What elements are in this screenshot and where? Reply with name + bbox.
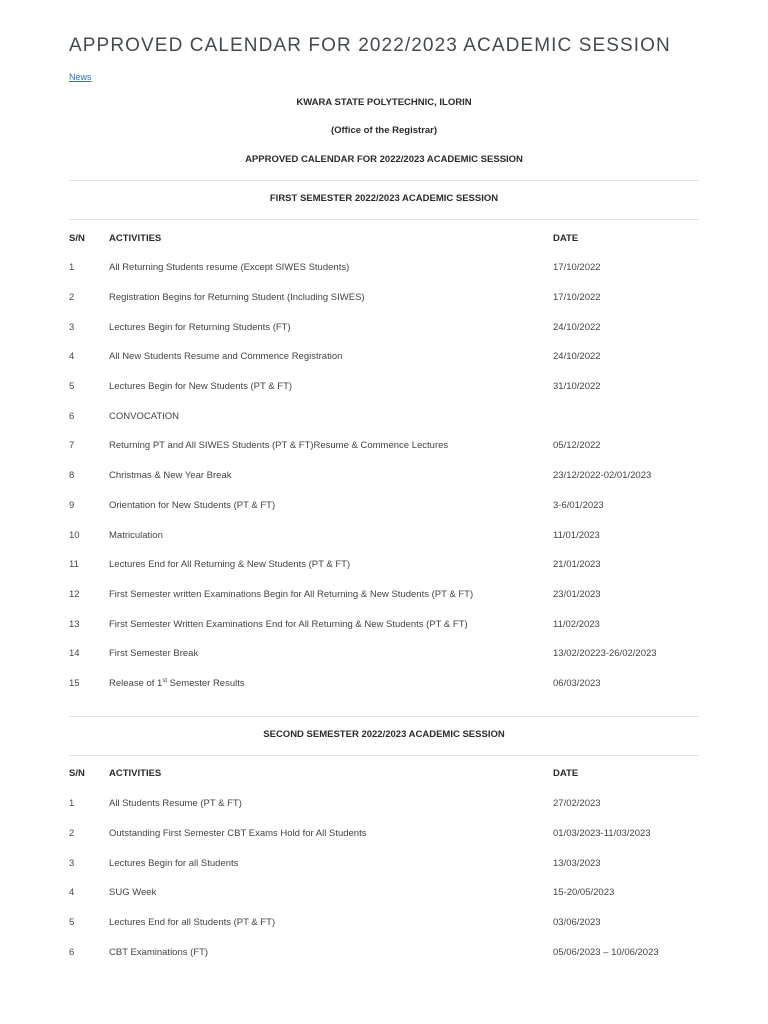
table-row bbox=[69, 381, 699, 397]
row-date: 13/02/20223-26/02/2023 bbox=[553, 648, 657, 659]
row-activity: All Returning Students resume (Except SIWES Students) bbox=[109, 262, 350, 273]
row-date: 11/02/2023 bbox=[553, 619, 600, 630]
sn-header: S/N bbox=[69, 233, 85, 244]
row-activity: Christmas & New Year Break bbox=[109, 470, 232, 481]
row-sn: 13 bbox=[69, 619, 80, 630]
row-sn: 10 bbox=[69, 530, 80, 541]
row-activity: CONVOCATION bbox=[109, 411, 180, 422]
row-sn: 2 bbox=[69, 292, 75, 303]
row-activity: Lectures End for All Returning & New Students (PT & FT) bbox=[109, 559, 351, 570]
row-activity: First Semester Written Examinations End for All Returning & New Students (PT & FT) bbox=[109, 619, 468, 630]
row-date: 17/10/2022 bbox=[553, 292, 601, 303]
table-row bbox=[69, 678, 699, 694]
table-row bbox=[69, 470, 699, 486]
row-date: 03/06/2023 bbox=[553, 917, 601, 928]
table-row bbox=[69, 530, 699, 546]
table-row bbox=[69, 589, 699, 605]
row-sn: 2 bbox=[69, 828, 75, 839]
row-activity: Registration Begins for Returning Student (Including SIWES) bbox=[109, 292, 365, 303]
row-date: 31/10/2022 bbox=[553, 381, 601, 392]
row-activity: First Semester Break bbox=[109, 648, 199, 659]
divider bbox=[69, 219, 699, 220]
row-sn: 9 bbox=[69, 500, 75, 511]
table-row bbox=[69, 887, 699, 903]
row-date: 21/01/2023 bbox=[553, 559, 601, 570]
second-semester-header-row bbox=[69, 768, 699, 784]
activity-suffix: Semester Results bbox=[167, 678, 245, 689]
table-row bbox=[69, 947, 699, 963]
row-sn: 5 bbox=[69, 917, 75, 928]
row-date: 3-6/01/2023 bbox=[553, 500, 604, 511]
activities-header: ACTIVITIES bbox=[109, 233, 162, 244]
row-activity: CBT Examinations (FT) bbox=[109, 947, 209, 958]
table-row bbox=[69, 262, 699, 278]
row-activity: All New Students Resume and Commence Registration bbox=[109, 351, 343, 362]
row-activity: Lectures Begin for New Students (PT & FT) bbox=[109, 381, 293, 392]
row-activity: Orientation for New Students (PT & FT) bbox=[109, 500, 276, 511]
office-name: (Office of the Registrar) bbox=[330, 125, 438, 136]
row-sn: 4 bbox=[69, 351, 75, 362]
row-sn: 6 bbox=[69, 947, 75, 958]
row-activity: All Students Resume (PT & FT) bbox=[109, 798, 242, 809]
row-activity: Outstanding First Semester CBT Exams Hold for All Students bbox=[109, 828, 367, 839]
table-row bbox=[69, 648, 699, 664]
row-date: 06/03/2023 bbox=[553, 678, 601, 689]
divider bbox=[69, 716, 699, 717]
row-sn: 1 bbox=[69, 798, 75, 809]
table-row bbox=[69, 798, 699, 814]
row-sn: 1 bbox=[69, 262, 75, 273]
row-activity bbox=[109, 678, 245, 689]
sn-header: S/N bbox=[69, 768, 85, 779]
table-row bbox=[69, 917, 699, 933]
row-sn: 3 bbox=[69, 322, 75, 333]
table-row bbox=[69, 411, 699, 427]
table-row bbox=[69, 500, 699, 516]
activities-header: ACTIVITIES bbox=[109, 768, 162, 779]
row-date: 17/10/2022 bbox=[553, 262, 601, 273]
row-date: 05/12/2022 bbox=[553, 440, 601, 451]
page-title: APPROVED CALENDAR FOR 2022/2023 ACADEMIC SESSION bbox=[69, 35, 671, 56]
date-header: DATE bbox=[553, 768, 579, 779]
second-semester-title: SECOND SEMESTER 2022/2023 ACADEMIC SESSION bbox=[263, 729, 505, 740]
table-row bbox=[69, 858, 699, 874]
table-row bbox=[69, 828, 699, 844]
table-row bbox=[69, 322, 699, 338]
row-date: 23/12/2022-02/01/2023 bbox=[553, 470, 652, 481]
row-sn: 12 bbox=[69, 589, 80, 600]
table-row bbox=[69, 440, 699, 456]
row-activity: Lectures End for all Students (PT & FT) bbox=[109, 917, 276, 928]
first-semester-title: FIRST SEMESTER 2022/2023 ACADEMIC SESSION bbox=[269, 193, 499, 204]
divider bbox=[69, 180, 699, 181]
row-date: 24/10/2022 bbox=[553, 351, 601, 362]
row-sn: 15 bbox=[69, 678, 80, 689]
date-header: DATE bbox=[553, 233, 579, 244]
row-date: 05/06/2023 – 10/06/2023 bbox=[553, 947, 659, 958]
activity-prefix: Release of 1 bbox=[109, 678, 163, 689]
row-sn: 4 bbox=[69, 887, 75, 898]
calendar-title: APPROVED CALENDAR FOR 2022/2023 ACADEMIC SESSION bbox=[245, 154, 523, 165]
row-date: 01/03/2023-11/03/2023 bbox=[553, 828, 651, 839]
table-row bbox=[69, 619, 699, 635]
row-activity: Lectures Begin for all Students bbox=[109, 858, 239, 869]
table-row bbox=[69, 351, 699, 367]
news-category-link[interactable]: News bbox=[69, 72, 92, 82]
first-semester-header-row bbox=[69, 233, 699, 249]
row-activity: SUG Week bbox=[109, 887, 157, 898]
row-sn: 3 bbox=[69, 858, 75, 869]
row-sn: 8 bbox=[69, 470, 75, 481]
row-date: 24/10/2022 bbox=[553, 322, 601, 333]
divider bbox=[69, 755, 699, 756]
row-activity: First Semester written Examinations Begin for All Returning & New Students (PT & FT) bbox=[109, 589, 474, 600]
row-activity: Returning PT and All SIWES Students (PT & FT)Resume & Commence Lectures bbox=[109, 440, 449, 451]
row-date: 15-20/05/2023 bbox=[553, 887, 615, 898]
institution-name: KWARA STATE POLYTECHNIC, ILORIN bbox=[296, 97, 472, 108]
table-row bbox=[69, 559, 699, 575]
row-sn: 14 bbox=[69, 648, 80, 659]
row-sn: 5 bbox=[69, 381, 75, 392]
row-date: 11/01/2023 bbox=[553, 530, 600, 541]
row-sn: 7 bbox=[69, 440, 75, 451]
table-row bbox=[69, 292, 699, 308]
row-date: 13/03/2023 bbox=[553, 858, 601, 869]
row-activity: Matriculation bbox=[109, 530, 163, 541]
row-activity: Lectures Begin for Returning Students (FT) bbox=[109, 322, 291, 333]
row-date: 23/01/2023 bbox=[553, 589, 601, 600]
row-sn: 11 bbox=[69, 559, 79, 570]
row-date: 27/02/2023 bbox=[553, 798, 601, 809]
ordinal-suffix: st bbox=[162, 678, 168, 684]
row-sn: 6 bbox=[69, 411, 75, 422]
